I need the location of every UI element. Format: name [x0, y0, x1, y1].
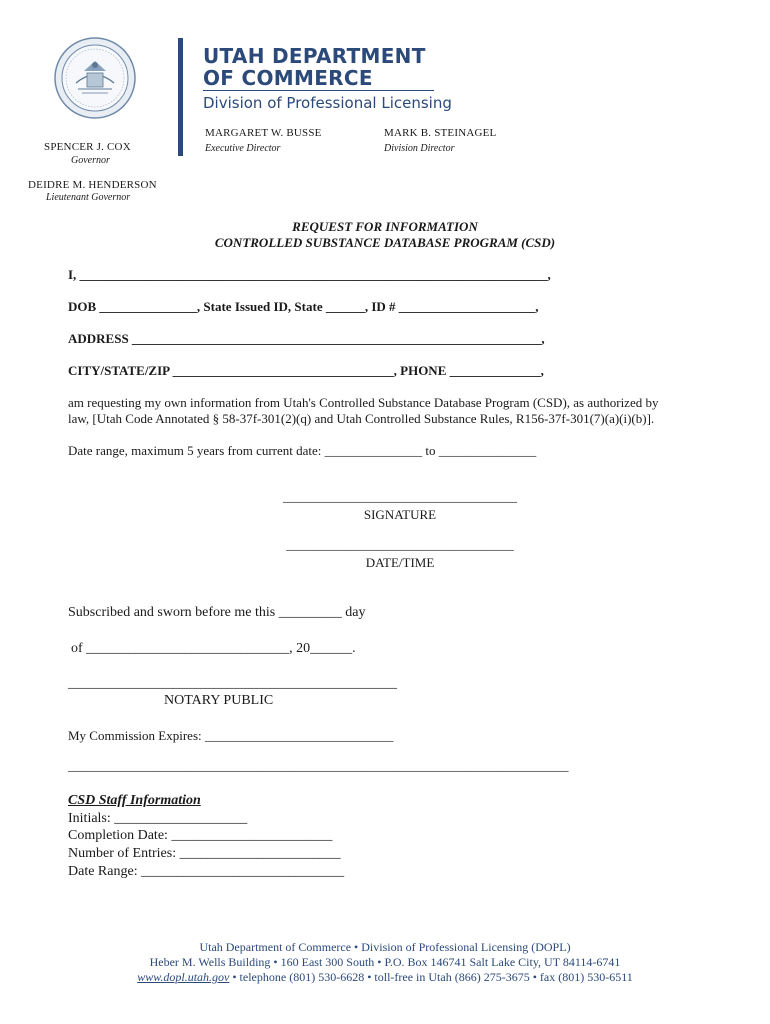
utah-state-seal-icon — [54, 37, 136, 119]
signature-label: SIGNATURE — [363, 507, 437, 522]
department-name-line1: UTAH DEPARTMENT — [203, 44, 426, 68]
header-divider — [178, 38, 183, 156]
executive-director-name: MARGARET W. BUSSE — [205, 127, 322, 139]
notary-sworn-line[interactable]: Subscribed and sworn before me this _________ day — [68, 605, 366, 620]
signature-line[interactable]: ____________________________________ — [283, 489, 517, 504]
staff-info-title: CSD Staff Information — [68, 793, 201, 808]
staff-date-range-field[interactable]: Date Range: _____________________________ — [68, 864, 345, 879]
address-field[interactable]: ADDRESS _______________________________________________________________, — [68, 331, 545, 346]
notary-public-label: NOTARY PUBLIC — [164, 693, 274, 708]
statement-line2: law, [Utah Code Annotated § 58-37f-301(2)(q) and Utah Controlled Substance Rules, R156-37f-301(7)(a)(i)(b)]. — [68, 411, 655, 426]
notary-of-line[interactable]: of _____________________________, 20______. — [71, 641, 356, 656]
lt-governor-name: DEIDRE M. HENDERSON — [28, 179, 157, 191]
footer-line1: Utah Department of Commerce • Division of Professional Licensing (DOPL) — [199, 940, 571, 954]
department-underline — [203, 90, 434, 91]
city-phone-field[interactable]: CITY/STATE/ZIP __________________________________, PHONE ______________, — [68, 363, 544, 378]
governor-title: Governor — [71, 155, 110, 166]
website-link[interactable]: www.dopl.utah.gov — [137, 970, 230, 984]
footer-contact — [0, 970, 770, 985]
division-name: Division of Professional Licensing — [203, 94, 452, 112]
name-field[interactable]: I, ________________________________________________________________________, — [68, 267, 551, 282]
commission-expires-field[interactable]: My Commission Expires: _____________________________ — [68, 728, 394, 743]
dob-id-field[interactable]: DOB _______________, State Issued ID, State ______, ID # _____________________, — [68, 299, 539, 314]
notary-signature-line[interactable]: _______________________________________________ — [68, 676, 397, 691]
executive-director-title: Executive Director — [205, 143, 281, 154]
footer-address: Heber M. Wells Building • 160 East 300 South • P.O. Box 146741 Salt Lake City, UT 84114-6741 — [149, 955, 621, 969]
division-director-title: Division Director — [384, 143, 455, 154]
division-director-name: MARK B. STEINAGEL — [384, 127, 497, 139]
date-range-field[interactable]: Date range, maximum 5 years from current date: _______________ to _______________ — [68, 443, 537, 458]
form-title-line1: REQUEST FOR INFORMATION — [292, 219, 478, 234]
datetime-line[interactable]: ___________________________________ — [286, 537, 514, 552]
governor-name: SPENCER J. COX — [44, 141, 131, 153]
staff-completion-date-field[interactable]: Completion Date: _______________________ — [68, 828, 333, 843]
staff-initials-field[interactable]: Initials: ___________________ — [68, 811, 248, 826]
form-title-line2: CONTROLLED SUBSTANCE DATABASE PROGRAM (CSD) — [214, 235, 556, 250]
department-name-line2: OF COMMERCE — [203, 66, 373, 90]
footer-phone-numbers: • telephone (801) 530-6628 • toll-free in Utah (866) 275-3675 • fax (801) 530-6511 — [229, 970, 633, 984]
staff-entries-field[interactable]: Number of Entries: _______________________ — [68, 846, 341, 861]
lt-governor-title: Lieutenant Governor — [46, 192, 131, 203]
statement-line1: am requesting my own information from Utah's Controlled Substance Database Program (CSD), as authorized by — [68, 395, 659, 410]
datetime-label: DATE/TIME — [365, 555, 435, 570]
separator-line: _____________________________________________________________________________ — [68, 758, 569, 773]
